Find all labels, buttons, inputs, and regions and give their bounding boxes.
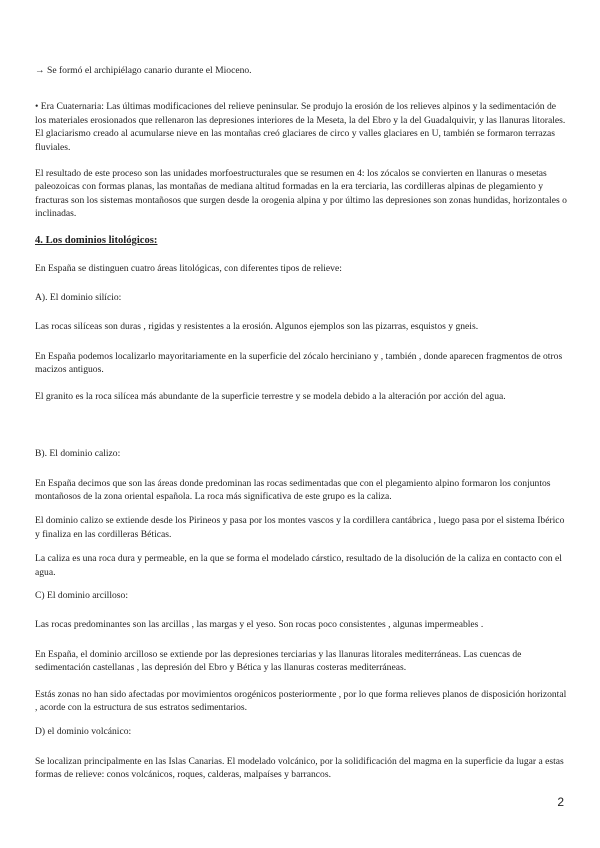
paragraph-caliza: La caliza es una roca dura y permeable, en la que se forma el modelado cárstico, resultado de la disolución de la caliza en contacto con el agua. bbox=[35, 553, 562, 578]
paragraph-cuaternaria: • Era Cuaternaria: Las últimas modificaciones del relieve peninsular. Se produjo la erosión de los relieves alpinos y la sedimentación de los materiales erosionados que rellenaron las depresiones interiores de la Meseta, la del Ebro y la del Guadalquivir, y las llanuras litorales. El glaciarismo creado al acumularse nieve en las montañas creó glaciares de circo y valles glaciares en U, también se formaron terrazas fluviales. bbox=[35, 101, 566, 153]
subheading-calizo: B). El dominio calizo: bbox=[35, 448, 121, 460]
paragraph-silicio-localizacion: En España podemos localizarlo mayoritariamente en la superficie del zócalo herciniano y , también , donde aparecen fragmentos de otros macizos antiguos. bbox=[35, 350, 563, 376]
paragraph-arcilloso-zonas: Estás zonas no han sido afectadas por movimientos orogénicos posteriormente , por lo que forma relieves planos de disposición horizontal , acorde con la estructura de sus estratos sedimentarios. bbox=[35, 688, 567, 713]
paragraph-calizo-espana: En España decimos que son las áreas donde predominan las rocas sedimentadas que con el plegamiento alpino formaron los conjuntos montañosos de la zona oriental española. La roca más significativa de este grupo es la caliza. bbox=[35, 477, 551, 502]
paragraph-silicio-rocas: Las rocas silíceas son duras , rigidas y resistentes a la erosión. Algunos ejemplos son las pizarras, esquistos y gneis. bbox=[35, 321, 479, 333]
document-page bbox=[35, 64, 567, 782]
paragraph-arcilloso-espana: En España, el dominio arcilloso se extiende por las depresiones terciarias y las llanuras litorales mediterráneas. Las cuencas de sedimentación castellanas , las depresión del Ebro y Bética y las llanuras costeras mediterráneas. bbox=[35, 648, 522, 674]
paragraph-granito: El granito es la roca silícea más abundante de la superficie terrestre y se modela debido a la alteración por acción del agua. bbox=[35, 390, 506, 402]
subheading-volcanico: D) el dominio volcánico: bbox=[35, 726, 132, 738]
paragraph-calizo-extension: El dominio calizo se extiende desde los Pirineos y pasa por los montes vascos y la cordillera cantábrica , luego pasa por el sistema Ibérico y finaliza en las cordilleras Béticas. bbox=[35, 515, 565, 540]
section-heading-dominios: 4. Los dominios litológicos: bbox=[35, 234, 158, 246]
subheading-arcilloso: C) El dominio arcilloso: bbox=[35, 589, 128, 601]
paragraph-arcilloso-rocas: Las rocas predominantes son las arcillas , las margas y el yeso. Son rocas poco consistentes , algunas impermeables . bbox=[35, 619, 484, 631]
subheading-silicio: A). El dominio silício: bbox=[35, 292, 122, 304]
page-number: 2 bbox=[557, 795, 564, 809]
paragraph-mioceno: → Se formó el archipiélago canario durante el Mioceno. bbox=[35, 65, 252, 76]
paragraph-volcanico: Se localizan principalmente en las Islas Canarias. El modelado volcánico, por la solidificación del magma en la superficie da lugar a estas formas de relieve: conos volcánicos, roques, calderas, malpaíses y barrancos. bbox=[35, 755, 564, 781]
paragraph-intro-areas: En España se distinguen cuatro áreas litológicas, con diferentes tipos de relieve: bbox=[35, 262, 342, 274]
paragraph-resultado: El resultado de este proceso son las unidades morfoestructurales que se resumen en 4: los zócalos se convierten en llanuras o mesetas paleozoicas con formas planas, las montañas de mediana altitud formadas en la era terciaria, las cordilleras alpinas de plegamiento y fracturas son los sistemas montañosos que surgen desde la orogenia alpina y por último las depresiones son zonas hundidas, horizontales o inclinadas. bbox=[35, 168, 567, 220]
